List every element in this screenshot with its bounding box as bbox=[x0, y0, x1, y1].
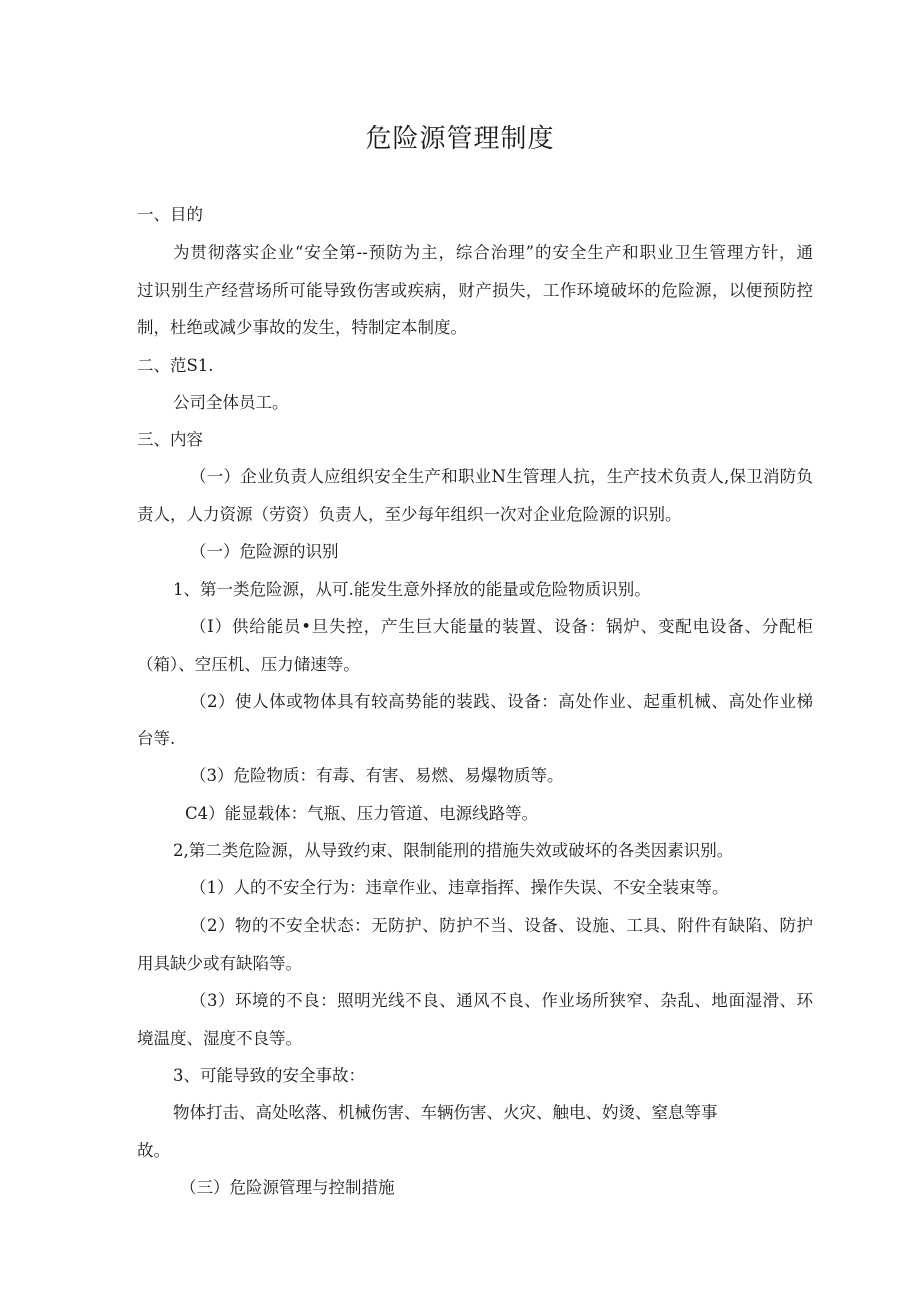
paragraph-line: 制，杜绝或减少事故的发生，特制定本制度。 bbox=[137, 318, 467, 337]
list-item: （I）供给能员•旦失控，产生巨大能量的装置、设备：锅炉、变配电设备、分配柜 bbox=[190, 617, 813, 636]
section-heading-content: 三、内容 bbox=[137, 430, 203, 449]
list-item: （3）环境的不良：照明光线不良、通风不良、作业场所狭窄、杂乱、地面湿滑、环 bbox=[190, 991, 813, 1010]
list-item: （2）使人体或物体具有较高势能的装践、设备：高处作业、起重机械、高处作业梯 bbox=[190, 692, 813, 711]
section-heading-scope: 二、范S1. bbox=[137, 356, 214, 375]
list-item: 1、第一类危险源，从可.能发生意外择放的能量或危险物质识别。 bbox=[173, 580, 651, 599]
list-item-continuation: 境温度、湿度不良等。 bbox=[137, 1029, 302, 1048]
list-item-continuation: （箱）、空压机、压力储速等。 bbox=[137, 655, 360, 674]
paragraph-line: 为贯彻落实企业“安全第--预防为主，综合治理”的安全生产和职业卫生管理方针，通 bbox=[173, 243, 813, 262]
list-item: （1）人的不安全行为：违章作业、违章指挥、操作失误、不安全装束等。 bbox=[190, 878, 729, 897]
paragraph-line: （一）企业负责人应组织安全生产和职业N生管理人抗，生产技术负责人,保卫消防负 bbox=[190, 467, 813, 486]
list-item: （3）危险物质：有毒、有害、易燃、易爆物质等。 bbox=[190, 766, 564, 785]
list-item: 2,第二类危险源，从导致约束、限制能刑的措施失效或破坏的各类因素识别。 bbox=[173, 841, 734, 860]
subsection-heading: （三）危险源管理与控制措施 bbox=[180, 1178, 395, 1197]
paragraph-line: 公司全体员工。 bbox=[173, 393, 289, 412]
list-item: C4）能显载体：气瓶、压力管道、电源线路等。 bbox=[185, 804, 539, 823]
page-title: 危险源管理制度 bbox=[365, 124, 555, 154]
paragraph-line: 过识别生产经营场所可能导致伤害或疾病，财产损失，工作环境破坏的危险源，以便预防控 bbox=[137, 281, 813, 300]
paragraph-line: 责人，人力资源（劳资）负责人，至少每年组织一次对企业危险源的识别。 bbox=[137, 505, 682, 524]
paragraph-line: 故。 bbox=[137, 1141, 170, 1160]
list-item-continuation: 台等. bbox=[137, 729, 176, 748]
list-item: 3、可能导致的安全事故： bbox=[173, 1066, 365, 1085]
paragraph-line: 物体打击、高处吆落、机械伤害、车辆伤害、火灾、触电、妁烫、窒息等事 bbox=[173, 1103, 718, 1122]
subsection-heading: （一）危险源的识别 bbox=[190, 542, 339, 561]
list-item: （2）物的不安全状态：无防护、防护不当、设备、设施、工具、附件有缺陷、防护 bbox=[190, 916, 813, 935]
list-item-continuation: 用具缺少或有缺陷等。 bbox=[137, 954, 302, 973]
section-heading-purpose: 一、目的 bbox=[137, 205, 203, 224]
